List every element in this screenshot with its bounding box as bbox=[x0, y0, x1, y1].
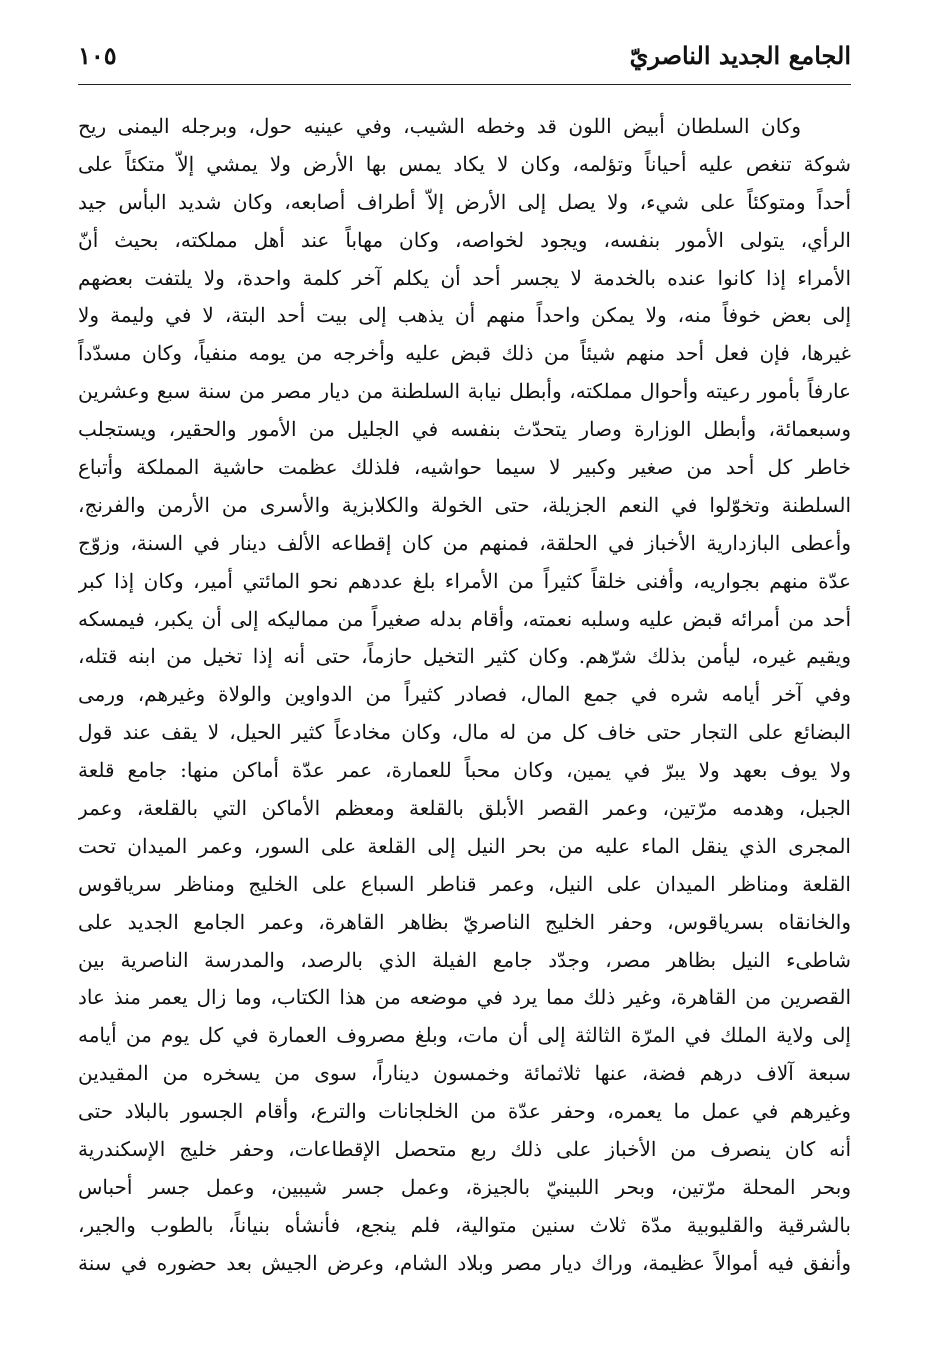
text-line: سبعة آلاف درهم فضة، عنها ثلاثمائة وخمسون ديناراً، سوى من يسخره من المقيدين bbox=[78, 1061, 851, 1086]
text-line: القلعة ومناظر الميدان على النيل، وعمر قناطر السباع على الخليج ومناظر سرياقوس bbox=[78, 871, 851, 896]
text-line: بالشرقية والقليوبية مدّة ثلاث سنين متوالية، فلم ينجع، فأنشأه بنياناً، بالطوب والجير، bbox=[78, 1212, 851, 1237]
text-line: الجبل، وهدمه مرّتين، وعمر القصر الأبلق بالقلعة ومعظم الأماكن التي بالقلعة، وعمر bbox=[78, 796, 851, 821]
text-line: غيرها، فإن فعل أحد منهم شيئاً من ذلك قبض عليه وأخرجه من يومه منفياً، وكان مسدّداً bbox=[78, 341, 851, 366]
page-number: ١٠٥ bbox=[78, 41, 117, 70]
text-line: وغيرهم في عمل ما يعمره، وحفر عدّة من الخلجانات والترع، وأقام الجسور بالبلاد حتى bbox=[78, 1099, 851, 1124]
text-line: أحد من أمرائه قبض عليه وسلبه نعمته، وأقام بدله صغيراً من مماليكه إلى أن يكبر، فيمسكه bbox=[78, 606, 851, 631]
text-line: وكان السلطان أبيض اللون قد وخطه الشيب، وفي عينيه حول، وبرجله اليمنى ريح bbox=[78, 114, 801, 138]
text-line: أحداً ومتوكئاً على شيء، ولا يصل إلى الأرض إلاّ أطراف أصابعه، وكان شديد البأس جيد bbox=[78, 189, 851, 214]
text-line: عدّة منهم بجواريه، وأفنى خلقاً كثيراً من الأمراء بلغ عددهم نحو المائتي أمير، وكان إذا كبر bbox=[78, 568, 851, 593]
text-line: الرأي، يتولى الأمور بنفسه، ويجود لخواصه، وكان مهاباً عند أهل مملكته، بحيث أنّ bbox=[78, 227, 851, 252]
text-line: المجرى الذي ينقل الماء عليه من بحر النيل إلى القلعة على السور، وعمر الميدان تحت bbox=[78, 833, 851, 858]
text-line: إلى بعض خوفاً منه، ولا يمكن واحداً منهم أن يذهب إلى بيت أحد البتة، لا في وليمة ولا bbox=[78, 303, 851, 328]
text-line: وأعطى البازدارية الأخباز في الحلقة، فمنهم من كان إقطاعه الألف دينار في السنة، وزوّج bbox=[78, 530, 851, 555]
text-line: خاطر كل أحد من صغير وكبير لا سيما حواشيه، فلذلك عظمت حاشية المملكة وأتباع bbox=[78, 455, 851, 480]
running-title: الجامع الجديد الناصريّ bbox=[629, 41, 851, 70]
text-line: وفي آخر أيامه شره في جمع المال، فصادر كثيراً من الدواوين والولاة وغيرهم، ورمى bbox=[78, 682, 851, 707]
text-line: والخانقاه بسرياقوس، وحفر الخليج الناصريّ بظاهر القاهرة، وعمر الجامع الجديد على bbox=[78, 909, 851, 934]
text-line: وبحر المحلة مرّتين، وبحر اللبينيّ بالجيزة، وعمل جسر شيبين، وعمل جسر أحباس bbox=[78, 1174, 851, 1199]
text-line: القصرين من القاهرة، وغير ذلك مما يرد في موضعه من هذا الكتاب، وما زال يعمر منذ عاد bbox=[78, 985, 851, 1010]
running-header bbox=[78, 38, 851, 76]
text-line: إلى ولاية الملك في المرّة الثالثة إلى أن مات، وبلغ مصروف العمارة في كل يوم من أيامه bbox=[78, 1023, 851, 1048]
text-line: وسبعمائة، وأبطل الوزارة وصار يتحدّث بنفسه في الجليل من الأمور والحقير، ويستجلب bbox=[78, 417, 851, 442]
text-line: أنه كان ينصرف من الأخباز على ذلك ربع متحصل الإقطاعات، وحفر خليج الإسكندرية bbox=[78, 1137, 851, 1162]
text-line: البضائع على التجار حتى خاف كل من له مال، وكان مخادعاً كثير الحيل، لا يقف عند قول bbox=[78, 720, 851, 745]
text-line: وأنفق فيه أموالاً عظيمة، وراك ديار مصر وبلاد الشام، وعرض الجيش بعد حضوره في سنة bbox=[78, 1250, 851, 1275]
text-line: ويقيم غيره، ليأمن بذلك شرّهم. وكان كثير التخيل حازماً، حتى أنه إذا تخيل من ابنه قتله، bbox=[78, 644, 851, 669]
text-line: السلطنة وتخوّلوا في النعم الجزيلة، حتى الخولة والكلابزية والأسرى من الأرمن والفرنج، bbox=[78, 492, 851, 517]
text-line: ولا يوف بعهد ولا يبرّ في يمين، وكان محباً للعمارة، عمر عدّة أماكن منها: جامع قلعة bbox=[78, 758, 851, 783]
body-text bbox=[78, 108, 851, 1335]
text-line: شوكة تنغص عليه أحياناً وتؤلمه، وكان لا يكاد يمس بها الأرض ولا يمشي إلاّ متكئاً على bbox=[78, 151, 851, 176]
text-line: شاطىء النيل بظاهر مصر، وجدّد جامع الفيلة الذي بالرصد، والمدرسة الناصرية بين bbox=[78, 947, 851, 972]
text-line: الأمراء إذا كانوا عنده بالخدمة لا يجسر أحد أن يكلم آخر كلمة واحدة، ولا يلتفت بعضهم bbox=[78, 265, 851, 290]
header-rule bbox=[78, 84, 851, 85]
text-line: عارفاً بأمور رعيته وأحوال مملكته، وأبطل نيابة السلطنة من ديار مصر من سنة سبع وعشرين bbox=[78, 379, 851, 404]
